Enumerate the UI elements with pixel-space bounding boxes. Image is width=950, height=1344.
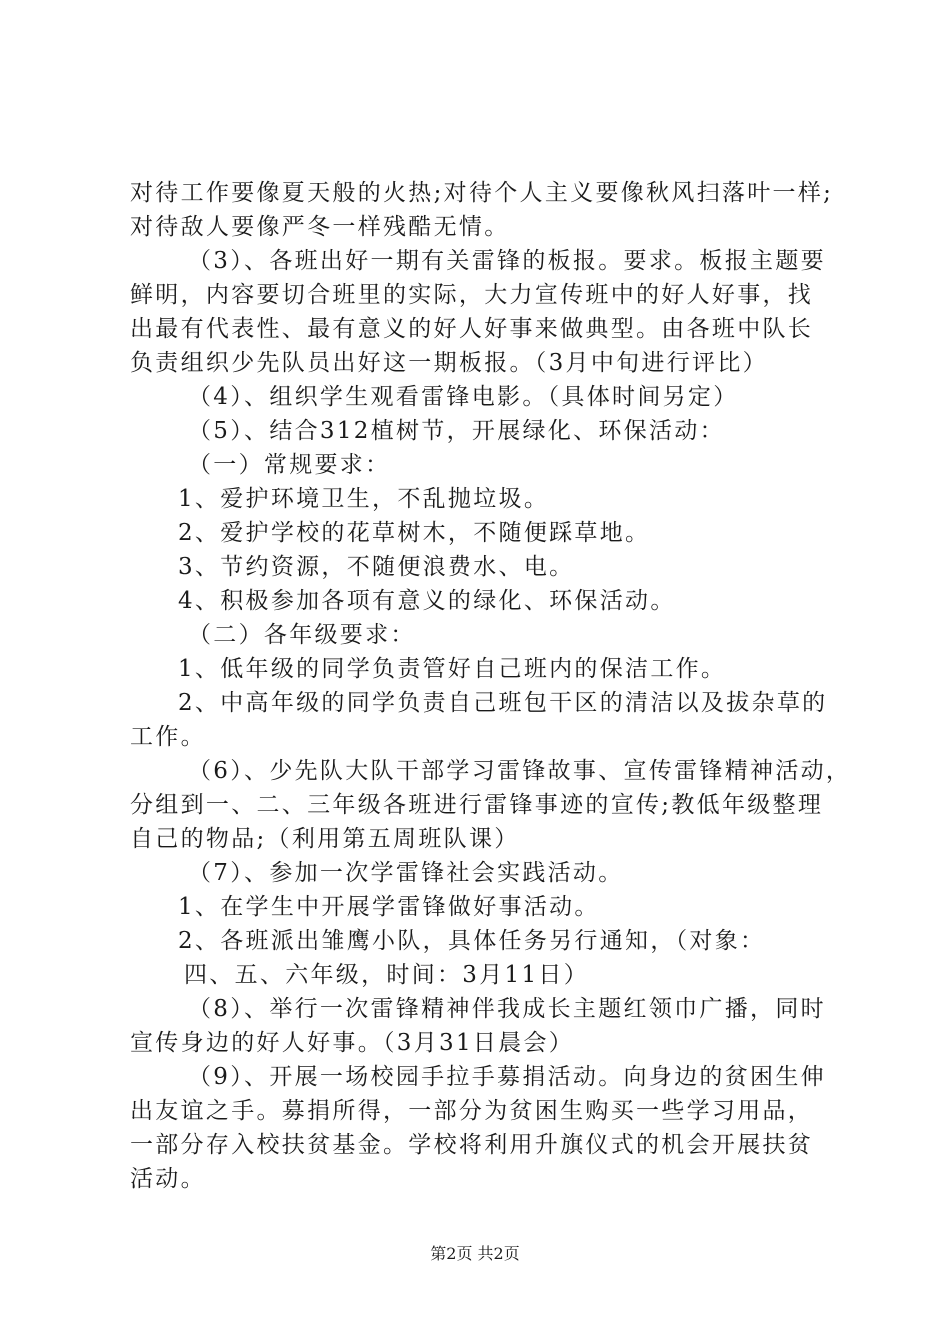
text-line: 2、中高年级的同学负责自己班包干区的清洁以及拔杂草的 [178,690,828,716]
text-line: 四、五、六年级，时间：3月11日） [184,962,589,988]
text-line: 鲜明，内容要切合班里的实际，大力宣传班中的好人好事，找 [130,282,814,308]
text-line: （4）、组织学生观看雷锋电影。（具体时间另定） [188,384,739,410]
text-line: 活动。 [130,1166,206,1192]
text-line: 一部分存入校扶贫基金。学校将利用升旗仪式的机会开展扶贫 [130,1132,814,1158]
text-line: （5）、结合312植树节，开展绿化、环保活动： [188,418,725,444]
text-line: 3、节约资源，不随便浪费水、电。 [178,554,575,580]
text-line: 自己的物品;（利用第五周班队课） [130,826,520,852]
text-line: 1、低年级的同学负责管好自己班内的保洁工作。 [178,656,727,682]
text-line: 2、爱护学校的花草树木，不随便踩草地。 [178,520,651,546]
text-line: （3）、各班出好一期有关雷锋的板报。要求。板报主题要 [188,248,826,274]
text-line: 1、爱护环境卫生，不乱抛垃圾。 [178,486,550,512]
text-line: 工作。 [130,724,206,750]
text-line: 出友谊之手。募捐所得，一部分为贫困生购买一些学习用品， [130,1098,814,1124]
text-line: 1、在学生中开展学雷锋做好事活动。 [178,894,600,920]
text-line: （8）、举行一次雷锋精神伴我成长主题红领巾广播，同时 [188,996,826,1022]
text-line: 2、各班派出雏鹰小队，具体任务另行通知，（对象： [178,928,766,954]
text-line: 对待敌人要像严冬一样残酷无情。 [130,214,510,240]
text-line: （7）、参加一次学雷锋社会实践活动。 [188,860,624,886]
text-line: （二）各年级要求： [188,622,416,648]
text-line: 出最有代表性、最有意义的好人好事来做典型。由各班中队长 [130,316,814,342]
text-line: 负责组织少先队员出好这一期板报。（3月中旬进行评比） [130,350,768,376]
text-line: 分组到一、二、三年级各班进行雷锋事迹的宣传;教低年级整理 [130,792,824,818]
text-line: （6）、少先队大队干部学习雷锋故事、宣传雷锋精神活动， [188,758,852,784]
text-line: 对待工作要像夏天般的火热;对待个人主义要像秋风扫落叶一样; [130,180,834,206]
text-line: （一）常规要求： [188,452,391,478]
page-number-footer: 第2页 共2页 [430,1244,520,1263]
document-body [130,176,852,1196]
text-line: （9）、开展一场校园手拉手募捐活动。向身边的贫困生伸 [188,1064,826,1090]
text-line: 宣传身边的好人好事。（3月31日晨会） [130,1030,575,1056]
text-line: 4、积极参加各项有意义的绿化、环保活动。 [178,588,676,614]
